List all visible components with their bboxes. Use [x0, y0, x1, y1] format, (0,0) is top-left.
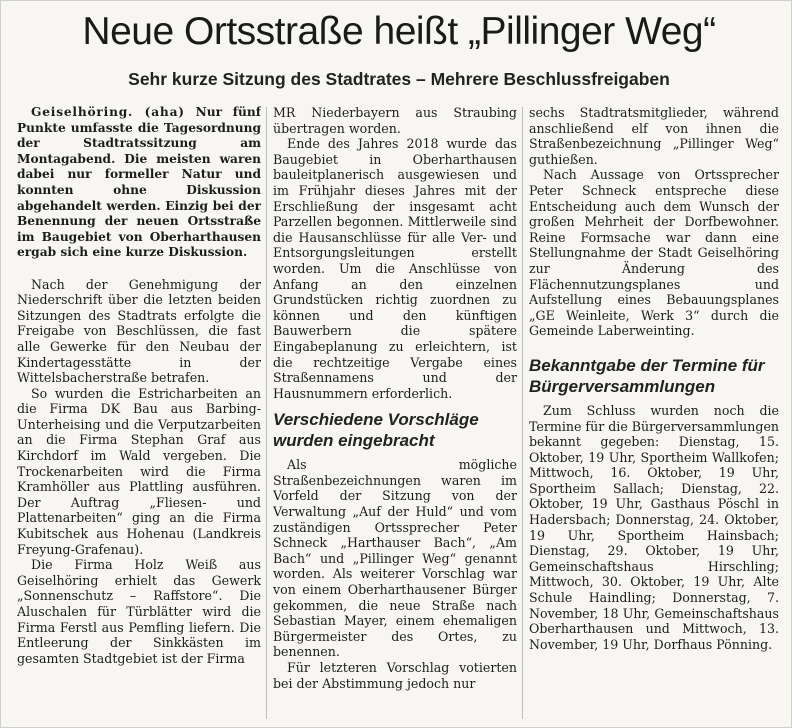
column-divider	[522, 107, 523, 719]
body-paragraph: So wurden die Estricharbeiten an die Firma DK Bau aus Barbing-Unterheising und die Verputzarbeiten an die Firma Stephan Graf aus Kirchdorf im Wald vergeben. Die Trockenarbeiten wird die Firma Kramhöller aus Plattling ausführen. Der Auftrag „Fliesen- und Plattenarbeiten“ ging an die Firma Kubitschek aus Hohenau (Landkreis Freyung-Grafenau).	[17, 385, 261, 557]
body-paragraph: sechs Stadtratsmitglieder, während anschließend elf von ihnen die Straßenbezeichnung „Pillinger Weg“ guthießen.	[529, 105, 779, 167]
body-paragraph: Zum Schluss wurden noch die Termine für die Bürgerversammlungen bekannt gegeben: Dienstag, 15. Oktober, 19 Uhr, Sportheim Wallkofen; Mittwoch, 16. Oktober, 19 Uhr, Sportheim Sallach; Dienstag, 22. Oktober, 19 Uhr, Gasthaus Pöschl in Hadersbach; Donnerstag, 24. Oktober, 19 Uhr, Sportheim Hainsbach; Dienstag, 29. Oktober, 19 Uhr, Gemeinschaftshaus Hirschling; Mittwoch, 30. Oktober, 19 Uhr, Alte Schule Haindling; Donnerstag, 7. November, 18 Uhr, Gemeinschaftshaus Oberharthausen und Mittwoch, 13. November, 19 Uhr, Dorfhaus Pönning.	[529, 402, 779, 652]
body-paragraph: MR Niederbayern aus Straubing übertragen worden.	[273, 105, 517, 136]
lead-paragraph	[17, 105, 261, 261]
dateline: Geiselhöring. (aha)	[31, 105, 185, 119]
body-paragraph: Nach Aussage von Ortssprecher Peter Schneck entspreche diese Entscheidung auch dem Wunsch der großen Mehrheit der Dorfbewohner. Reine Formsache war dann eine Stellungnahme der Stadt Geiselhöring zur Änderung des Flächennutzungsplanes und Aufstellung eines Bebauungsplanes „GE Weinleite, Werk 3“ durch die Gemeinde Laberweinting.	[529, 167, 779, 339]
body-paragraph: Als mögliche Straßenbezeichnungen waren im Vorfeld der Sitzung von der Verwaltung „Auf der Huld“ und vom zuständigen Ortssprecher Peter Schneck „Harthauser Bach“, „Am Bach“ und „Pillinger Weg“ genannt worden. Als weiterer Vorschlag war von einem Oberharthausener Bürger gekommen, die neue Straße nach Sebastian Mayer, einem ehemaligen Bürgermeister des Ortes, zu benennen.	[273, 457, 517, 660]
column-divider	[266, 107, 267, 719]
body-paragraph: Ende des Jahres 2018 wurde das Baugebiet in Oberharthausen bauleitplanerisch ausgewiesen und im Frühjahr dieses Jahres mit der Erschließung der insgesamt acht Parzellen begonnen. Mittlerweile sind die Hausanschlüsse für alle Ver- und Entsorgungsleitungen erstellt worden. Um die Anschlüsse von Anfang an den einzelnen Grundstücken richtig zuordnen zu können und den künftigen Bauwerbern die spätere Eingabeplanung zu erleichtern, ist die rechtzeitige Vergabe eines Straßennamens und der Hausnummern erforderlich.	[273, 136, 517, 401]
section-subheading: Bekanntgabe der Termine für Bürgerversammlungen	[529, 355, 765, 396]
body-paragraph: Für letzteren Vorschlag votierten bei der Abstimmung jedoch nur	[273, 660, 517, 691]
column-1	[17, 105, 261, 725]
subheadline: Sehr kurze Sitzung des Stadtrates – Mehrere Beschlussfreigaben	[128, 69, 670, 89]
body-paragraph: Die Firma Holz Weiß aus Geiselhöring erhielt das Gewerk „Sonnenschutz – Raffstore“. Die Aluschalen für Türblätter wird die Firma Ferstl aus Pemfling liefern. Die Entleerung der Sinkkästen im gesamten Stadtgebiet ist der Firma	[17, 557, 261, 666]
column-3	[529, 105, 779, 725]
lead-text: Nur fünf Punkte umfasste die Tagesordnung der Stadtratssitzung am Montagabend. Die meisten waren dabei nur formeller Natur und konnten ohne Diskussion abgehandelt werden. Einzig bei der Benennung der neuen Ortsstraße im Baugebiet von Oberharthausen ergab sich eine kurze Diskussion.	[17, 105, 261, 260]
body-paragraph: Nach der Genehmigung der Niederschrift über die letzten beiden Sitzungen des Stadtrats erfolgte die Freigabe von Beschlüssen, die fast alle Gewerke für den Neubau der Kindertagesstätte in der Wittelsbacherstraße betrafen.	[17, 276, 261, 386]
headline: Neue Ortsstraße heißt „Pillinger Weg“	[82, 10, 716, 53]
section-subheading: Verschiedene Vorschläge wurden eingebracht	[273, 410, 479, 451]
column-2	[273, 105, 517, 725]
